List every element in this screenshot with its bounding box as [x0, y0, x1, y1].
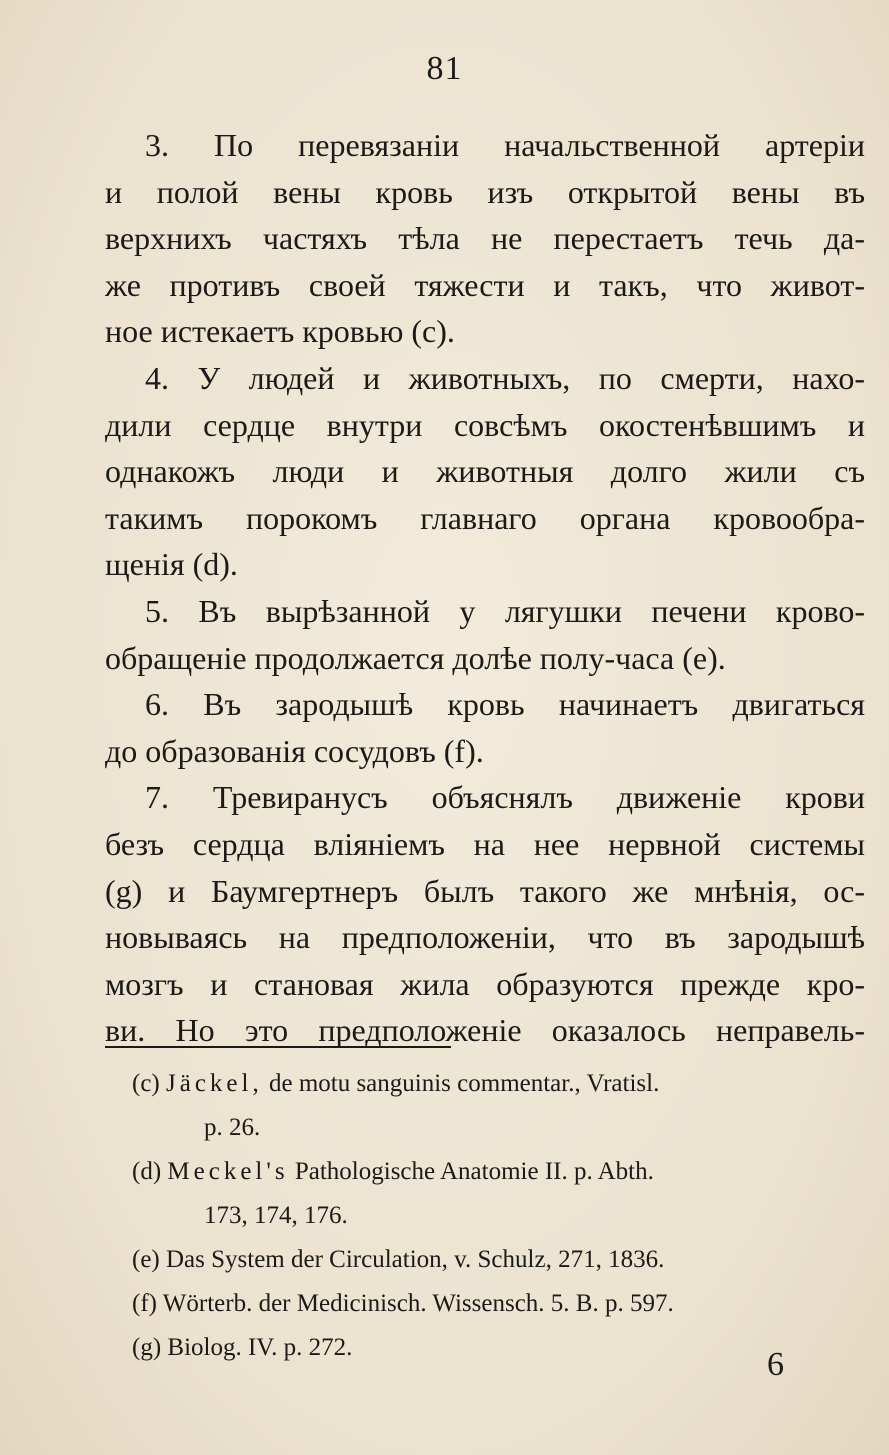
footnote-author: Jäckel, [166, 1070, 263, 1097]
footnotes [132, 1062, 862, 1370]
footnote-f [132, 1282, 862, 1326]
footnote-author: Meckel's [167, 1158, 289, 1185]
text-line: до образованія сосудовъ (f). [105, 732, 484, 769]
footnote-text: Biolog. IV. p. 272. [167, 1334, 353, 1361]
text-line: мозгъ и становая жила образуются прежде кро- [105, 965, 865, 1002]
text-line: 3. По перевязаніи начальственной артеріи [145, 127, 865, 163]
text-line: ное истекаетъ кровью (с). [105, 313, 455, 350]
text-line: безъ сердца вліяніемъ на нее нервной системы [105, 825, 865, 862]
text-line: 7. Тревиранусъ объяснялъ движеніе крови [145, 779, 865, 816]
signature-mark: 6 [767, 1346, 784, 1383]
footnote-mark: (g) [132, 1334, 162, 1361]
text-line: и полой вены кровь изъ открытой вены въ [105, 173, 865, 210]
text-line: ви. Но это предположеніе оказалось неправель- [105, 1012, 865, 1049]
footnote-mark: (c) [132, 1070, 160, 1097]
text-line: такимъ порокомъ главнаго органа кровообра- [105, 499, 865, 536]
body-text [105, 122, 865, 1054]
footnote-e [132, 1238, 862, 1282]
footnote-text: Das System der Circulation, v. Schulz, 271, 1836. [166, 1246, 665, 1273]
text-line: щенія (d). [105, 546, 238, 583]
text-line: обращеніе продолжается долѣе полу-часа (е). [105, 639, 726, 676]
footnote-mark: (d) [132, 1158, 162, 1185]
text-line: верхнихъ частяхъ тѣла не перестаетъ течь да- [105, 220, 865, 257]
paragraph-5 [105, 588, 865, 681]
text-line: же противъ своей тяжести и такъ, что живот- [105, 266, 865, 303]
footnote-mark: (e) [132, 1246, 160, 1273]
footnote-c [132, 1062, 862, 1150]
text-line: однакожъ люди и животныя долго жили съ [105, 453, 865, 490]
footnote-text: de motu sanguinis commentar., Vratisl. [268, 1070, 660, 1097]
text-line: (g) и Баумгертнеръ былъ такого же мнѣнія, ос- [105, 872, 865, 909]
page-number: 81 [426, 50, 463, 87]
footnote-divider [105, 1046, 451, 1048]
footnote-continuation: 173, 174, 176. [204, 1202, 348, 1229]
paragraph-7 [105, 774, 865, 1054]
footnote-text: Pathologische Anatomie II. p. Abth. [294, 1158, 654, 1185]
footnote-g [132, 1326, 862, 1370]
footnote-mark: (f) [132, 1290, 157, 1317]
footnote-d [132, 1150, 862, 1238]
text-line: дили сердце внутри совсѣмъ окостенѣвшимъ и [105, 406, 865, 443]
text-line: 4. У людей и животныхъ, по смерти, нахо- [145, 359, 865, 396]
footnote-text: Wörterb. der Medicinisch. Wissensch. 5. B. p. 597. [162, 1290, 674, 1317]
footnote-continuation: p. 26. [204, 1114, 261, 1141]
text-line: 5. Въ вырѣзанной у лягушки печени крово- [145, 592, 865, 629]
text-line: новываясь на предположеніи, что въ зародышѣ [105, 919, 865, 956]
paragraph-4 [105, 355, 865, 588]
text-line: 6. Въ зародышѣ кровь начинаетъ двигаться [145, 686, 865, 723]
paragraph-3 [105, 122, 865, 355]
paragraph-6 [105, 681, 865, 774]
